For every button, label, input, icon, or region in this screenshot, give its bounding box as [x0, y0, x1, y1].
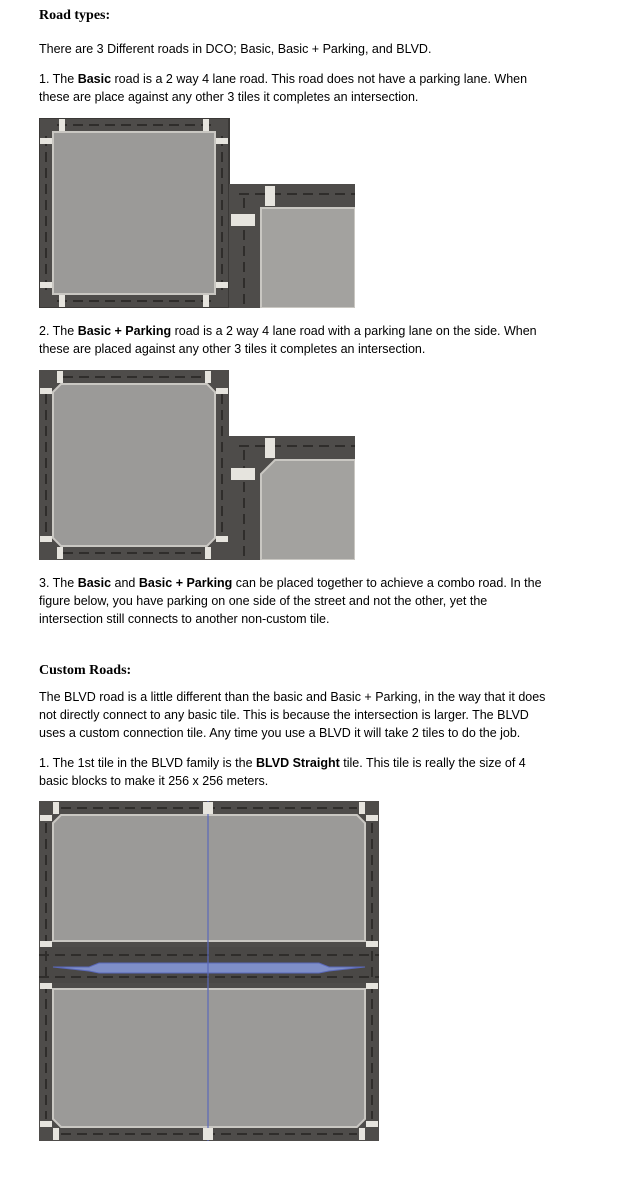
- heading-custom-roads: Custom Roads:: [39, 663, 132, 678]
- basic-road-figure: [39, 118, 355, 308]
- parking-tile-large: [39, 370, 229, 560]
- basic-tile-large: [39, 118, 229, 308]
- basic-road-paragraph: 1. The Basic road is a 2 way 4 lane road. This road does not have a parking lane. When these are place against any other 3 tiles it completes an intersection.: [39, 72, 528, 104]
- blvd-upper-block: [53, 815, 365, 941]
- intro-paragraph: There are 3 Different roads in DCO; Basic, Basic + Parking, and BLVD.: [39, 42, 432, 56]
- parking-tile-intersection: [229, 436, 355, 560]
- blvd-straight-paragraph: 1. The 1st tile in the BLVD family is the BLVD Straight tile. This tile is really the size of 4 basic blocks to make it 256 x 256 meters.: [39, 756, 526, 788]
- basic-parking-figure: [39, 370, 355, 560]
- heading-road-types: Road types:: [39, 8, 111, 23]
- basic-tile-intersection: [229, 184, 355, 308]
- blvd-lower-block: [53, 989, 365, 1127]
- blvd-center-road: [39, 947, 379, 983]
- combo-road-paragraph: 3. The Basic and Basic + Parking can be placed together to achieve a combo road. In the figure below, you have parking on one side of the street and not the other, yet the intersection still connects to another non-custom tile.: [39, 576, 542, 626]
- blvd-straight-figure: [39, 801, 379, 1141]
- custom-roads-paragraph: The BLVD road is a little different than the basic and Basic + Parking, in the way that it does not directly connect to any basic tile. This is because the intersection is larger. The BLVD uses a custom connection tile. Any time you use a BLVD it will take 2 tiles to do the job.: [39, 690, 546, 740]
- basic-parking-paragraph: 2. The Basic + Parking road is a 2 way 4 lane road with a parking lane on the side. When these are placed against any other 3 tiles it completes an intersection.: [39, 324, 537, 356]
